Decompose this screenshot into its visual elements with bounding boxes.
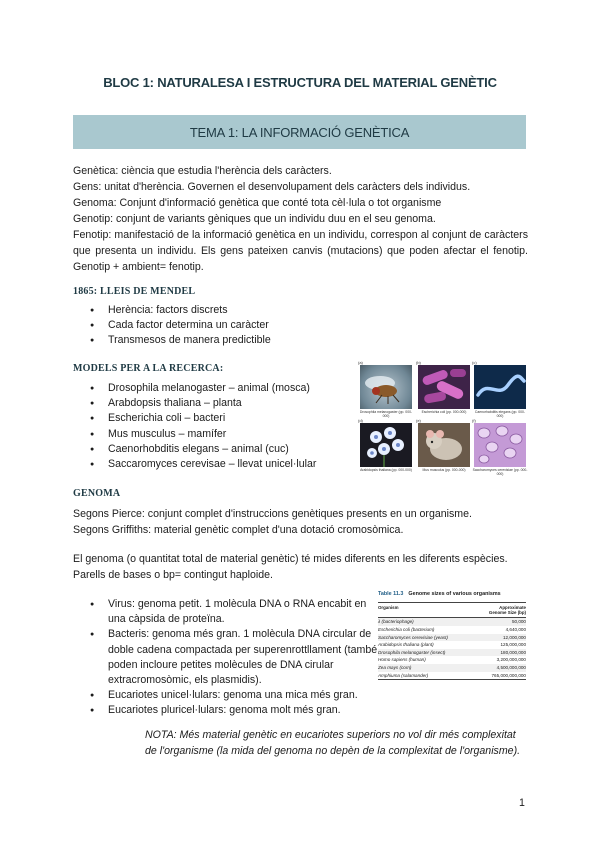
size-cell: 12,000,000 bbox=[503, 634, 526, 640]
list-item: ● Bacteris: genoma més gran. 1 molècula DNA circular de doble cadena compactada per superenrottllament (també poden incloure petites molècules de DNA cirular extracromosòmic, els plasmidis). bbox=[90, 627, 383, 688]
table-bottom-rule bbox=[378, 679, 526, 680]
column-header: Organism bbox=[378, 605, 399, 611]
fruit-fly-photo bbox=[360, 365, 412, 409]
section-heading-models: MODELS PER A LA RECERCA: bbox=[73, 363, 224, 374]
mouse-icon bbox=[418, 423, 470, 467]
c-elegans-photo bbox=[474, 365, 526, 409]
page-number: 1 bbox=[519, 797, 525, 809]
column-header: Approximate Genome Size (bp) bbox=[488, 605, 526, 616]
size-cell: 50,000 bbox=[511, 619, 526, 625]
figure-label: (a) bbox=[358, 360, 363, 365]
list-item: ● Transmesos de manera predictible bbox=[90, 333, 271, 348]
definition-fenotip: Fenotip: manifestació de la informació genètica en un individu, correspon al conjunt de caràcters que presenta un individu. Els gens pateixen canvis (mutacions) que poden afectar el fenotip. Genotip + ambient= fenotip. bbox=[73, 229, 528, 273]
list-item: ● Virus: genoma petit. 1 molècula DNA o RNA encabit en una càpsida de proteïna. bbox=[90, 597, 383, 627]
definition-griffiths: Segons Griffiths: material genètic complet d'una dotació cromosòmica. bbox=[73, 524, 404, 536]
table-body bbox=[378, 618, 526, 679]
figure-caption: Caenorhabditis elegans (pp. 000-000) bbox=[474, 410, 526, 418]
figure-label: (e) bbox=[416, 418, 421, 423]
topic-banner bbox=[73, 115, 526, 149]
genoma-definitions bbox=[73, 506, 528, 538]
topic-title: TEMA 1: LA INFORMACIÓ GENÈTICA bbox=[189, 124, 410, 140]
figure-caption: Escherichia coli (pp. 000-000) bbox=[421, 410, 467, 414]
definition-genotip: Genotip: conjunt de variants gèniques que un individu duu en el seu genoma. bbox=[73, 213, 436, 225]
table-row bbox=[378, 641, 526, 649]
figure-label: (d) bbox=[358, 418, 363, 423]
list-item: ● Eucariotes unicel·lulars: genoma una mica més gran. bbox=[90, 688, 383, 703]
genome-size-paragraph: El genoma (o quantitat total de material genètic) té mides diferents en les diferents espècies. Parells de bases o bp= contingut haploide. bbox=[73, 553, 508, 581]
definition-genetica: Genètica: ciència que estudia l'herència dels caràcters. bbox=[73, 165, 332, 177]
table-row bbox=[378, 618, 526, 626]
table-row bbox=[378, 649, 526, 657]
figure-label: (f) bbox=[472, 418, 476, 423]
section-heading-genoma: GENOMA bbox=[73, 488, 121, 499]
list-item: ● Herència: factors discrets bbox=[90, 303, 271, 318]
table-caption bbox=[378, 591, 526, 597]
bacteria-icon bbox=[418, 365, 470, 409]
fruit-fly-icon bbox=[360, 365, 412, 409]
genome-size-table bbox=[378, 591, 526, 680]
definition-genoma: Genoma: Conjunt d'informació genètica que conté tota cèl·lula o tot organisme bbox=[73, 197, 442, 209]
definition-gens: Gens: unitat d'herència. Governen el desenvolupament dels caràcters dels individus. bbox=[73, 181, 471, 193]
organism-cell: Amphiuma (salamander) bbox=[378, 672, 429, 678]
table-number: Table 11.3 bbox=[378, 591, 404, 597]
organism-cell: Saccharomyces cerevisiae (yeast) bbox=[378, 634, 448, 640]
models-list bbox=[90, 381, 316, 472]
block-title: BLOC 1: NATURALESA I ESTRUCTURA DEL MATERIAL GENÈTIC bbox=[103, 75, 497, 90]
table-row bbox=[378, 664, 526, 672]
arabidopsis-photo bbox=[360, 423, 412, 467]
mendel-list bbox=[90, 303, 271, 349]
list-item: ● Drosophila melanogaster – animal (mosca) bbox=[90, 381, 316, 396]
table-row bbox=[378, 656, 526, 664]
size-cell: 180,000,000 bbox=[500, 649, 526, 655]
flower-icon bbox=[360, 423, 412, 467]
figure-caption: Mus musculus (pp. 000-000) bbox=[422, 468, 466, 472]
size-cell: 765,000,000,000 bbox=[491, 672, 526, 678]
table-header bbox=[378, 602, 526, 618]
organism-cell: Escherichia coli (bacterium) bbox=[378, 627, 435, 632]
figure-label: (b) bbox=[416, 360, 421, 365]
e-coli-photo bbox=[418, 365, 470, 409]
organism-cell: λ (bacteriophage) bbox=[378, 619, 414, 625]
organism-cell: Homo sapiens (human) bbox=[378, 657, 426, 663]
organism-cell: Arabidopsis thaliana (plant) bbox=[378, 642, 434, 648]
figure-label: (c) bbox=[472, 360, 477, 365]
model-organisms-figure bbox=[358, 360, 526, 480]
definitions bbox=[73, 163, 528, 227]
note-paragraph: NOTA: Més material genètic en eucariotes superiors no vol dir més complexitat de l'organisme (la mida del genoma no depèn de la complexitat de l'organisme). bbox=[145, 729, 521, 757]
organism-cell: Drosophila melanogaster (insect) bbox=[378, 649, 446, 655]
table-title: Genome sizes of various organisms bbox=[408, 591, 501, 597]
size-cell: 3,200,000,000 bbox=[496, 657, 526, 663]
yeast-cells-icon bbox=[474, 423, 526, 467]
table-row bbox=[378, 634, 526, 642]
size-cell: 4,640,000 bbox=[505, 627, 526, 632]
list-item: ● Arabdopsis thaliana – planta bbox=[90, 396, 316, 411]
size-cell: 4,500,000,000 bbox=[496, 664, 526, 670]
list-item: ● Saccaromyces cerevisae – llevat unicel·lular bbox=[90, 457, 316, 472]
list-item: ● Caenorhobditis elegans – animal (cuc) bbox=[90, 442, 316, 457]
yeast-photo bbox=[474, 423, 526, 467]
figure-caption: Arabidopsis thaliana (pp. 000-000) bbox=[360, 468, 412, 472]
list-item: ● Eucariotes pluricel·lulars: genoma molt més gran. bbox=[90, 703, 383, 718]
mouse-photo bbox=[418, 423, 470, 467]
organism-cell: Zea mays (corn) bbox=[378, 664, 412, 670]
definition-pierce: Segons Pierce: conjunt complet d'instruccions genètiques presents en un organisme. bbox=[73, 508, 472, 520]
table-row bbox=[378, 672, 526, 680]
figure-caption: Drosophila melanogaster (pp. 000-000) bbox=[359, 410, 413, 418]
genome-types-list bbox=[90, 597, 383, 719]
worm-icon bbox=[474, 365, 526, 409]
size-cell: 125,000,000 bbox=[500, 642, 526, 648]
table-row bbox=[378, 626, 526, 634]
list-item: ● Cada factor determina un caràcter bbox=[90, 318, 271, 333]
section-heading-mendel: 1865: LLEIS DE MENDEL bbox=[73, 286, 196, 297]
list-item: ● Mus musculus – mamífer bbox=[90, 427, 316, 442]
list-item: ● Escherichia coli – bacteri bbox=[90, 411, 316, 426]
figure-caption: Saccharomyces cerevisiae (pp. 000-000) bbox=[472, 468, 528, 476]
